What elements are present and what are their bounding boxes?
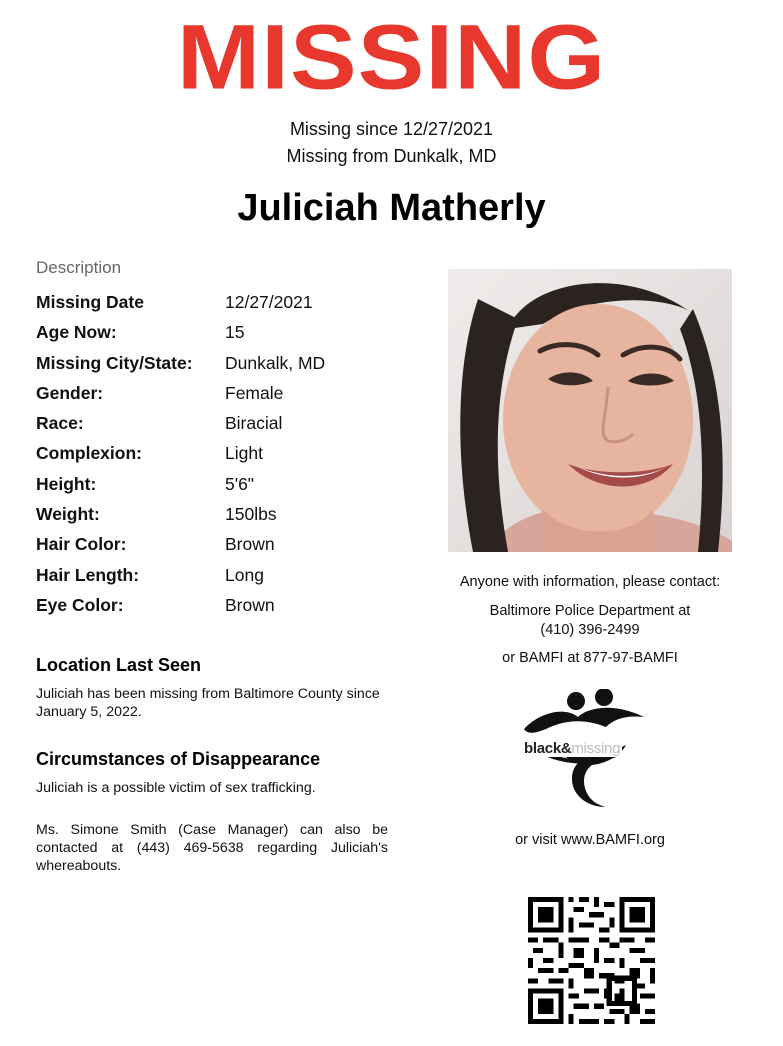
location-text: Juliciah has been missing from Baltimore County since January 5, 2022.	[36, 686, 380, 720]
description-table	[36, 292, 416, 625]
contact-bamfi: or BAMFI at 877-97-BAMFI	[502, 650, 678, 666]
detail-row-gender	[36, 383, 416, 413]
case-manager-note: Ms. Simone Smith (Case Manager) can also be contacted at (443) 469-5638 regarding Juliciah's whereabouts.	[36, 822, 388, 874]
detail-value: 12/27/2021	[225, 292, 313, 312]
logo-word-black: black&	[524, 740, 572, 757]
detail-value: Light	[225, 443, 263, 464]
detail-value: Biracial	[225, 413, 283, 434]
contact-agency-phone: (410) 396-2499	[540, 622, 640, 638]
person-name: Juliciah Matherly	[237, 187, 546, 229]
detail-key: Weight:	[36, 504, 100, 525]
detail-row-eye-color	[36, 595, 416, 625]
detail-row-missing-date	[36, 292, 416, 322]
contact-intro: Anyone with information, please contact:	[459, 574, 721, 590]
detail-key: Missing City/State:	[36, 352, 193, 373]
circumstances-heading: Circumstances of Disappearance	[36, 749, 321, 769]
detail-row-age	[36, 322, 416, 352]
detail-key: Age Now:	[36, 322, 117, 343]
detail-key: Hair Length:	[36, 564, 140, 585]
detail-value: 5'6"	[225, 473, 255, 494]
detail-row-complexion	[36, 443, 416, 473]
location-heading: Location Last Seen	[36, 655, 202, 675]
description-label: Description	[36, 258, 122, 277]
detail-value: Female	[225, 382, 284, 403]
detail-row-hair-color	[36, 534, 416, 564]
detail-value: Long	[225, 564, 264, 585]
detail-key: Eye Color:	[36, 594, 124, 615]
detail-value: 15	[225, 322, 245, 343]
detail-key: Race:	[36, 413, 84, 434]
detail-key: Missing Date	[36, 292, 144, 312]
circumstances-text: Juliciah is a possible victim of sex trafficking.	[36, 780, 316, 796]
portrait-illustration	[448, 269, 732, 552]
qr-code-icon	[528, 897, 655, 1024]
detail-row-hair-length	[36, 565, 416, 595]
detail-key: Complexion:	[36, 443, 142, 464]
missing-from: Missing from Dunkalk, MD	[286, 146, 497, 166]
logo-wordmark	[522, 740, 622, 757]
contact-visit: or visit www.BAMFI.org	[515, 832, 665, 848]
detail-row-race	[36, 413, 416, 443]
detail-key: Height:	[36, 473, 97, 494]
detail-value: Dunkalk, MD	[225, 352, 326, 373]
contact-agency: Baltimore Police Department at	[489, 603, 691, 619]
detail-key: Gender:	[36, 382, 104, 403]
detail-value: Brown	[225, 534, 275, 555]
poster-title: MISSING	[176, 5, 607, 109]
detail-row-weight	[36, 504, 416, 534]
missing-since: Missing since 12/27/2021	[289, 119, 494, 139]
detail-value: Brown	[225, 594, 275, 615]
detail-value: 150lbs	[225, 504, 277, 525]
detail-key: Hair Color:	[36, 534, 127, 555]
portrait-photo	[448, 269, 732, 552]
detail-row-height	[36, 474, 416, 504]
logo-word-gray: missing	[571, 740, 621, 757]
detail-row-city-state	[36, 353, 416, 383]
